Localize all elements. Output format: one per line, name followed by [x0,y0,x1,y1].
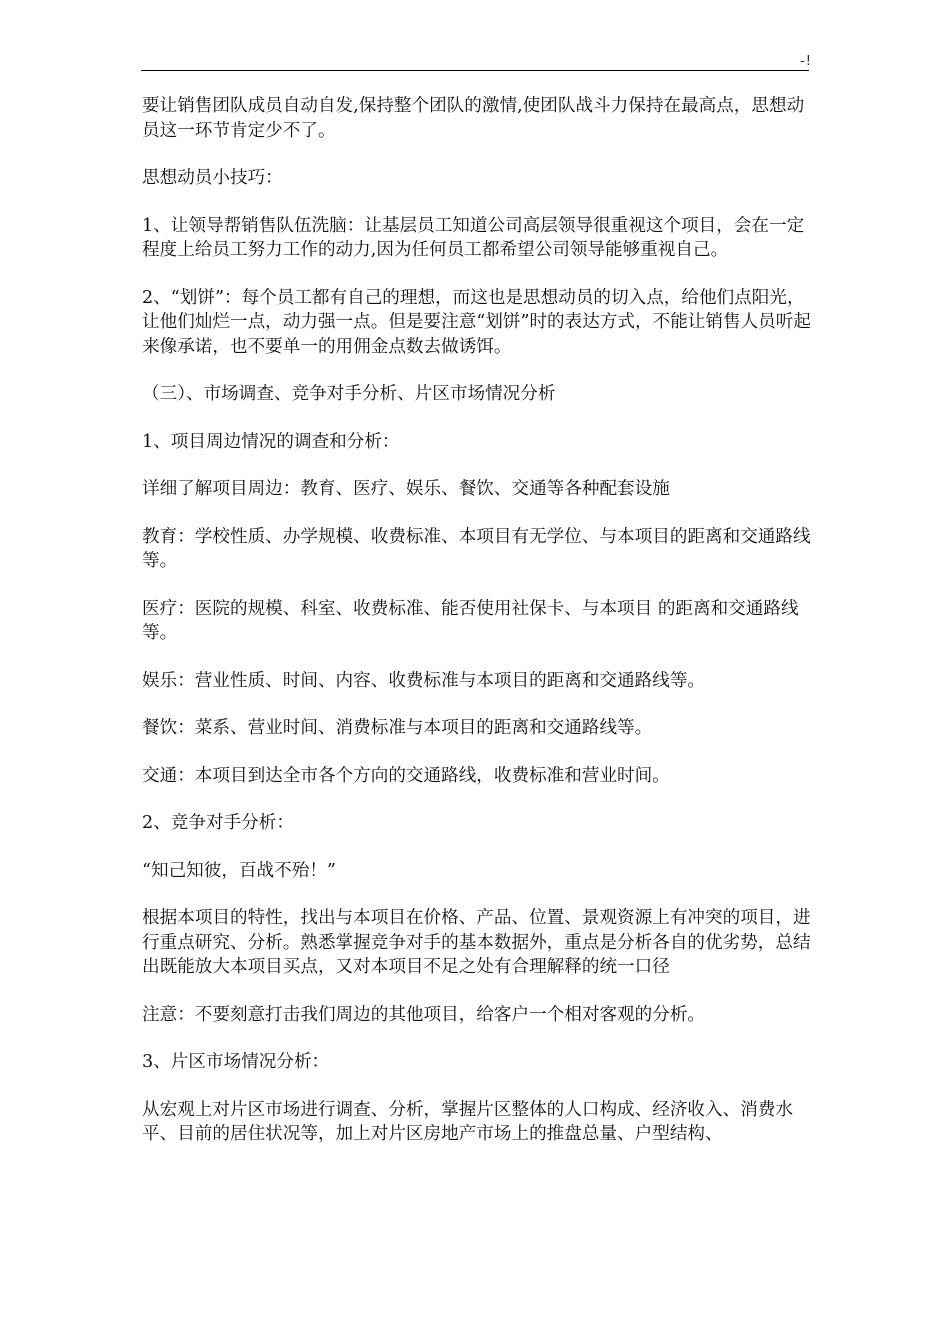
paragraph-district-detail: 从宏观上对片区市场进行调查、分析，掌握片区整体的人口构成、经济收入、消费水平、目前的居住状况等，加上对片区房地产市场上的推盘总量、户型结构、 [142,1099,793,1144]
header-divider [141,70,809,71]
paragraph-entertainment: 娱乐：营业性质、时间、内容、收费标准与本项目的距离和交通路线等。 [142,670,706,691]
section-heading-market-research: （三）、市场调查、竞争对手分析、片区市场情况分析 [142,384,556,404]
paragraph-mobilization-intro: 要让销售团队成员自动自发,保持整个团队的激情,使团队战斗力保持在最高点，思想动员这一环节肯定少不了。 [142,96,805,141]
paragraph-medical: 医疗：医院的规模、科室、收费标准、能否使用社保卡、与本项目 的距离和交通路线等。 [142,598,799,643]
subheading-competitor: 2、竞争对手分析： [142,813,294,833]
paragraph-tip-leadership: 1、让领导帮销售队伍洗脑：让基层员工知道公司高层领导很重视这个项目，会在一定程度上给员工努力工作的动力,因为任何员工都希望公司领导能够重视自己。 [142,215,805,260]
paragraph-note: 注意：不要刻意打击我们周边的其他项目，给客户一个相对客观的分析。 [142,1004,706,1025]
paragraph-dining: 餐饮：菜系、营业时间、消费标准与本项目的距离和交通路线等。 [142,718,653,738]
paragraph-competitor-detail: 根据本项目的特性，找出与本项目在价格、产品、位置、景观资源上有冲突的项目，进行重点研究、分析。熟悉掌握竞争对手的基本数据外，重点是分析各自的优劣势，总结出既能放大本项目买点，又对本项目不足之处有合理解释的统一口径 [142,908,811,977]
paragraph-tips-heading: 思想动员小技巧： [142,168,283,188]
paragraph-quote: “知己知彼，百战不殆！” [142,860,336,881]
header-page-mark: -! [800,54,812,69]
document-body [142,94,814,1170]
paragraph-tip-vision: 2、“划饼”：每个员工都有自己的理想，而这也是思想动员的切入点，给他们点阳光，让他们灿烂一点，动力强一点。但是要注意“划饼”时的表达方式，不能让销售人员听起来像承诺，也不要单一的用佣金点数去做诱饵。 [142,287,811,357]
subheading-district-market: 3、片区市场情况分析： [142,1052,330,1072]
paragraph-education: 教育：学校性质、办学规模、收费标准、本项目有无学位、与本项目的距离和交通路线等。 [142,526,811,571]
paragraph-transport: 交通：本项目到达全市各个方向的交通路线，收费标准和营业时间。 [142,765,670,786]
paragraph-surroundings-detail: 详细了解项目周边：教育、医疗、娱乐、餐饮、交通等各种配套设施 [142,479,670,499]
subheading-surroundings: 1、项目周边情况的调查和分析： [142,431,400,452]
